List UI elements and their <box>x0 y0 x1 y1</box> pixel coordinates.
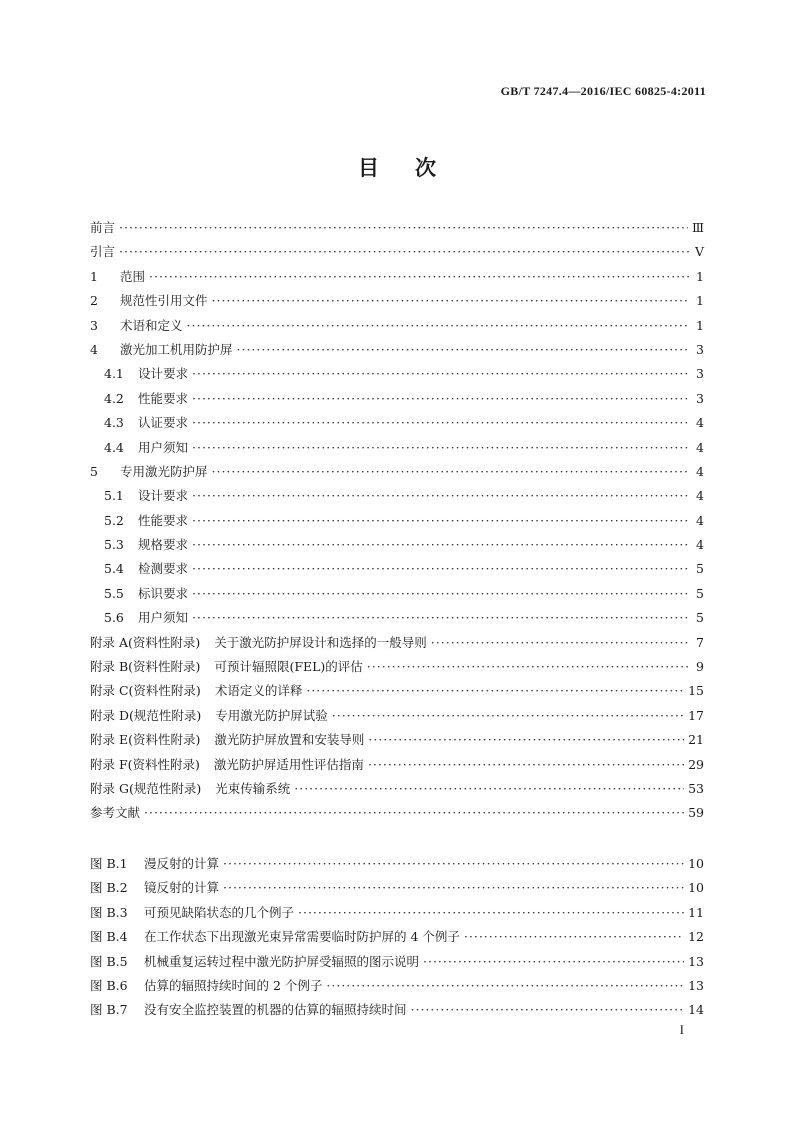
leader-dots <box>192 436 690 460</box>
toc-page: Ⅲ <box>691 220 704 235</box>
annex-kind: (资料性附录) <box>128 683 201 699</box>
leader-dots <box>306 679 684 703</box>
toc-page: 12 <box>688 929 704 945</box>
figure-entry-b1[interactable] <box>90 852 704 876</box>
figure-entry-b4[interactable] <box>90 925 704 949</box>
leader-dots <box>192 484 690 508</box>
toc-label: 性能要求 <box>138 390 189 406</box>
leader-dots <box>326 974 684 998</box>
leader-dots <box>212 460 690 484</box>
leader-dots <box>192 509 690 533</box>
toc-entry-3[interactable] <box>90 314 704 338</box>
annex-number: 附录 F <box>90 756 128 772</box>
toc-entry-annex-f[interactable] <box>90 753 704 777</box>
toc-label: 标识要求 <box>138 585 189 601</box>
toc-page: 9 <box>696 659 704 675</box>
toc-label: 关于激光防护屏设计和选择的一般导则 <box>214 634 427 650</box>
toc-number: 1 <box>90 268 98 284</box>
leader-dots <box>423 950 684 974</box>
toc-entry-annex-c[interactable] <box>90 679 704 703</box>
toc-page: 4 <box>696 439 704 455</box>
leader-dots <box>294 777 684 801</box>
annex-kind: (规范性附录) <box>129 707 202 723</box>
toc-number: 5.4 <box>104 561 124 577</box>
annex-kind: (规范性附录) <box>128 780 202 796</box>
toc-entry-5-6[interactable] <box>90 606 704 630</box>
leader-dots <box>431 631 690 655</box>
annex-number: 附录 A <box>90 634 129 650</box>
figure-number: 图 B.2 <box>90 880 128 896</box>
leader-dots <box>192 557 690 581</box>
toc-entry-4-3[interactable] <box>90 411 704 435</box>
toc-page: 3 <box>696 366 704 382</box>
toc-page: 4 <box>696 512 704 528</box>
toc-entry-annex-g[interactable] <box>90 777 704 801</box>
toc-number: 4.1 <box>104 366 124 382</box>
toc-label: 激光防护屏放置和安装导则 <box>214 732 365 748</box>
toc-entry-5[interactable] <box>90 460 704 484</box>
toc-page: Ⅴ <box>694 244 704 260</box>
figure-number: 图 B.1 <box>90 856 128 871</box>
leader-dots <box>192 606 690 630</box>
toc-entry-5-3[interactable] <box>90 533 704 557</box>
toc-entry-foreword[interactable] <box>90 216 704 240</box>
toc-label: 专用激光防护屏试验 <box>215 707 328 723</box>
toc-page: 15 <box>688 683 704 699</box>
toc-label: 可预计辐照限(FEL)的评估 <box>214 659 363 675</box>
toc-page: 53 <box>688 780 704 796</box>
leader-dots <box>192 387 690 411</box>
leader-dots <box>119 240 690 264</box>
annex-kind: (资料性附录) <box>128 634 201 650</box>
figure-entry-b2[interactable] <box>90 876 704 900</box>
toc-page: 4 <box>696 415 704 431</box>
leader-dots <box>237 338 690 362</box>
leader-dots <box>332 704 684 728</box>
toc-label: 术语和定义 <box>120 317 183 333</box>
leader-dots <box>192 411 690 435</box>
leader-dots <box>192 582 690 606</box>
toc-label: 前言 <box>90 220 116 235</box>
annex-number: 附录 B <box>90 659 129 675</box>
toc-page: 4 <box>696 537 704 553</box>
leader-dots <box>411 998 685 1022</box>
toc-number: 5.5 <box>104 585 124 601</box>
toc-page: 4 <box>696 488 704 504</box>
toc-number: 2 <box>90 293 98 309</box>
figure-number: 图 B.7 <box>90 1002 128 1018</box>
toc-label: 激光防护屏适用性评估指南 <box>213 756 364 772</box>
figure-entry-b6[interactable] <box>90 974 704 998</box>
toc-page: 1 <box>696 268 704 284</box>
toc-page: 7 <box>696 634 704 650</box>
leader-dots <box>144 801 684 825</box>
annex-number: 附录 C <box>90 683 129 699</box>
toc-page: 29 <box>688 756 704 772</box>
toc-entry-4[interactable] <box>90 338 704 362</box>
toc-label: 术语定义的详释 <box>214 683 303 699</box>
annex-number: 附录 G <box>90 780 129 796</box>
toc-page: 21 <box>688 732 704 748</box>
toc-entry-annex-b[interactable] <box>90 655 704 679</box>
toc-page: 3 <box>696 390 704 406</box>
toc-label: 规范性引用文件 <box>120 293 208 309</box>
leader-dots <box>298 901 684 925</box>
figure-label: 镜反射的计算 <box>144 880 220 896</box>
toc-page: 11 <box>688 904 704 920</box>
toc-page: 10 <box>688 856 704 871</box>
toc-number: 4.3 <box>104 415 124 431</box>
figure-label: 漫反射的计算 <box>144 856 220 871</box>
leader-dots <box>223 876 684 900</box>
leader-dots <box>212 289 690 313</box>
toc-label: 范围 <box>120 268 146 284</box>
figure-label: 在工作状态下出现激光束异常需要临时防护屏的 4 个例子 <box>144 929 460 945</box>
toc-number: 4.4 <box>104 439 124 455</box>
figure-number: 图 B.4 <box>90 929 128 945</box>
page-number: I <box>679 1022 684 1037</box>
toc-label: 激光加工机用防护屏 <box>120 341 233 357</box>
figure-number: 图 B.6 <box>90 977 128 993</box>
toc-label: 设计要求 <box>138 366 189 382</box>
toc-page: 4 <box>696 463 704 479</box>
toc-entry-5-5[interactable] <box>90 582 704 606</box>
toc-label: 规格要求 <box>138 537 189 553</box>
leader-dots <box>192 533 690 557</box>
toc-entry-annex-d[interactable] <box>90 704 704 728</box>
toc-page: 5 <box>696 561 704 577</box>
toc-label: 引言 <box>90 244 116 260</box>
toc-entry-1[interactable] <box>90 265 704 289</box>
list-of-figures <box>90 852 704 1023</box>
toc-number: 5.2 <box>104 512 124 528</box>
toc-number: 5.1 <box>104 488 124 504</box>
annex-kind: (资料性附录) <box>128 659 201 675</box>
toc-entry-5-4[interactable] <box>90 557 704 581</box>
toc-page: 59 <box>688 805 704 821</box>
figure-label: 没有安全监控装置的机器的估算的辐照持续时间 <box>144 1002 407 1018</box>
annex-kind: (资料性附录) <box>127 756 200 772</box>
leader-dots <box>367 655 690 679</box>
toc-page: 5 <box>696 610 704 626</box>
toc-page: 13 <box>688 977 704 993</box>
toc-entry-annex-e[interactable] <box>90 728 704 752</box>
toc-page: 3 <box>696 341 704 357</box>
toc-entry-2[interactable] <box>90 289 704 313</box>
toc-label: 设计要求 <box>138 488 189 504</box>
toc-page: 1 <box>696 317 704 333</box>
toc-label: 参考文献 <box>90 805 141 821</box>
toc-label: 专用激光防护屏 <box>120 463 208 479</box>
toc-number: 3 <box>90 317 98 333</box>
figure-number: 图 B.5 <box>90 953 128 969</box>
figure-label: 机械重复运转过程中激光防护屏受辐照的图示说明 <box>144 953 420 969</box>
toc-page: 5 <box>696 585 704 601</box>
toc-label: 检测要求 <box>138 561 189 577</box>
toc-page: 17 <box>688 707 704 723</box>
figure-entry-b3[interactable] <box>90 901 704 925</box>
figure-entry-b7[interactable] <box>90 998 704 1022</box>
toc-label: 用户须知 <box>138 439 189 455</box>
toc-number: 5 <box>90 463 98 479</box>
toc-number: 4.2 <box>104 390 124 406</box>
leader-dots <box>187 314 690 338</box>
figure-entry-b5[interactable] <box>90 950 704 974</box>
annex-number: 附录 E <box>90 732 129 748</box>
leader-dots <box>149 265 690 289</box>
toc-entry-annex-a[interactable] <box>90 631 704 655</box>
toc-entry-4-1[interactable] <box>90 362 704 386</box>
toc-entry-4-4[interactable] <box>90 436 704 460</box>
figure-label: 估算的辐照持续时间的 2 个例子 <box>144 977 323 993</box>
toc-entry-references[interactable] <box>90 801 704 825</box>
toc-number: 5.3 <box>104 537 124 553</box>
figure-label: 可预见缺陷状态的几个例子 <box>144 904 295 920</box>
toc-page: 1 <box>696 293 704 309</box>
toc-entry-5-2[interactable] <box>90 509 704 533</box>
toc-entry-5-1[interactable] <box>90 484 704 508</box>
leader-dots <box>464 925 684 949</box>
toc-number: 4 <box>90 341 98 357</box>
toc-number: 5.6 <box>104 610 124 626</box>
leader-dots <box>119 216 688 240</box>
toc-page: 13 <box>688 953 704 969</box>
leader-dots <box>192 362 690 386</box>
toc-label: 用户须知 <box>138 610 189 626</box>
annex-number: 附录 D <box>90 707 129 723</box>
toc-label: 认证要求 <box>138 415 189 431</box>
figure-number: 图 B.3 <box>90 904 128 920</box>
leader-dots <box>223 852 684 876</box>
annex-kind: (资料性附录) <box>128 732 201 748</box>
toc-entry-introduction[interactable] <box>90 240 704 264</box>
leader-dots <box>368 753 684 777</box>
table-of-contents <box>90 216 704 826</box>
page-title: 目次 <box>358 155 472 180</box>
toc-label: 光束传输系统 <box>215 780 291 796</box>
toc-label: 性能要求 <box>138 512 189 528</box>
toc-page: 10 <box>688 880 704 896</box>
leader-dots <box>368 728 684 752</box>
toc-page: 14 <box>688 1002 704 1018</box>
standard-code: GB/T 7247.4—2016/IEC 60825-4:2011 <box>500 84 706 98</box>
toc-entry-4-2[interactable] <box>90 387 704 411</box>
